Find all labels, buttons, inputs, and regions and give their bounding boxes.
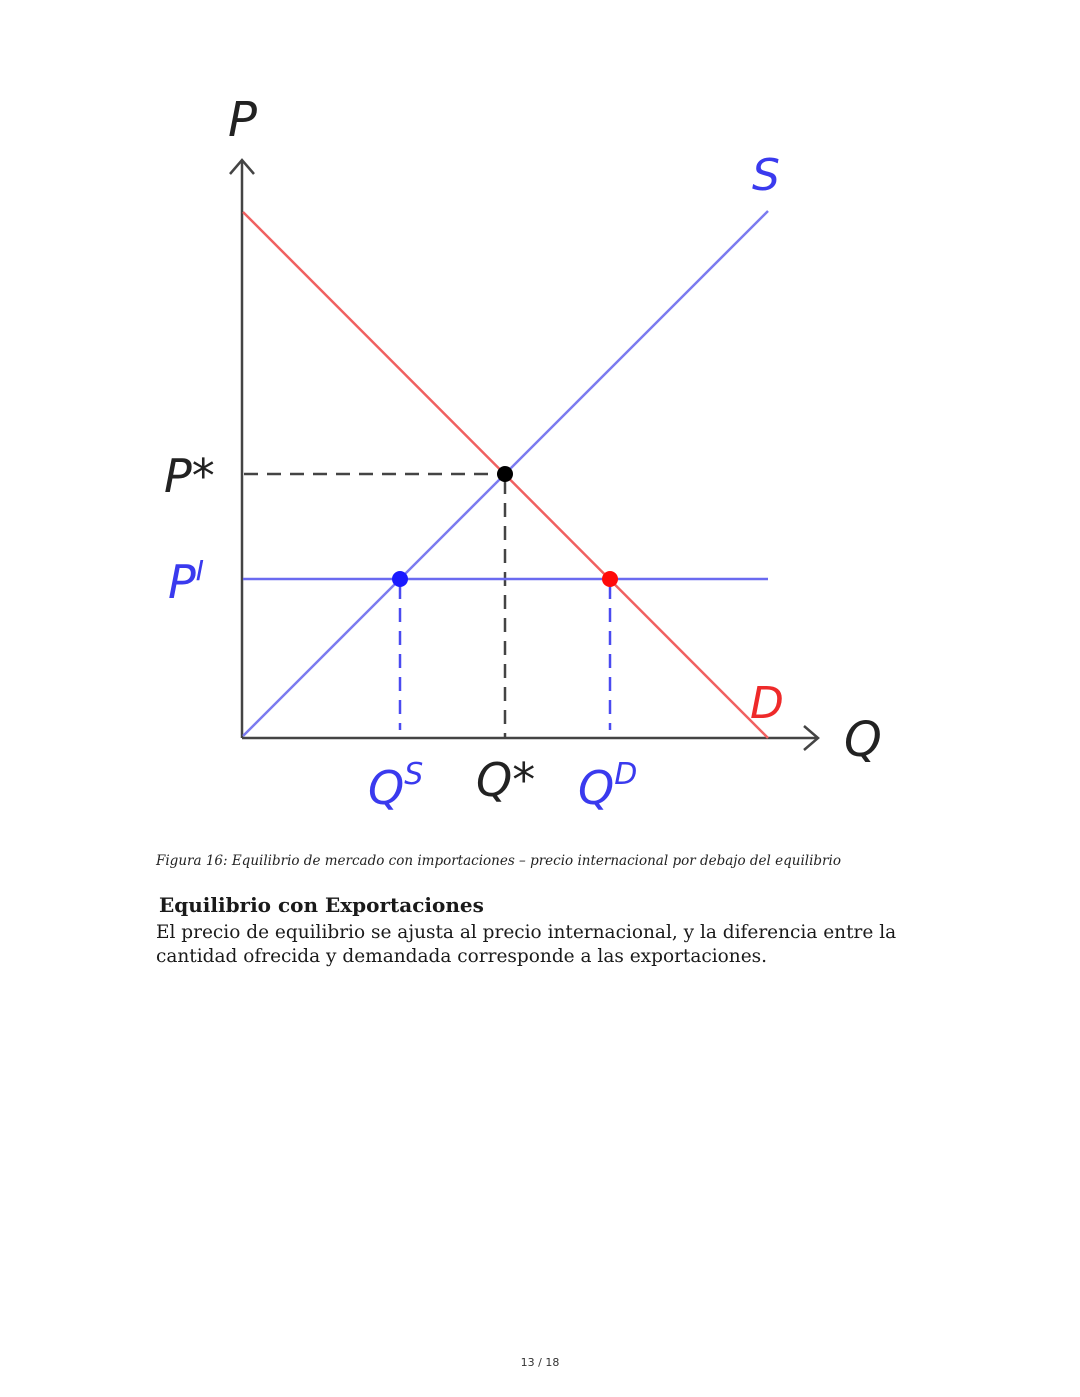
x-axis-label: Q xyxy=(844,712,882,768)
quantity-supplied-label: $Q^S$ xyxy=(368,757,424,815)
supply-curve-label: S xyxy=(752,150,780,201)
supply-point xyxy=(392,571,408,587)
equilibrium-price-label: P* xyxy=(164,449,215,503)
y-axis-label: P xyxy=(228,92,257,148)
quantity-demanded-label: $Q^D$ xyxy=(578,757,638,815)
demand-curve-label: D xyxy=(750,678,784,729)
figure-caption: Figura 16: Equilibrio de mercado con importaciones – precio internacional por debajo del equilibrio xyxy=(156,853,841,869)
section-heading: Equilibrio con Exportaciones xyxy=(159,893,484,917)
page-number: 13 / 18 xyxy=(520,1356,560,1369)
international-price-label: $P^I$ xyxy=(168,554,205,609)
section-paragraph: El precio de equilibrio se ajusta al precio internacional, y la diferencia entre la cantidad ofrecida y demandada corresponde a las exportaciones. xyxy=(156,922,897,967)
demand-point xyxy=(602,571,618,587)
equilibrium-quantity-label: Q* xyxy=(476,753,536,807)
equilibrium-point xyxy=(497,466,513,482)
